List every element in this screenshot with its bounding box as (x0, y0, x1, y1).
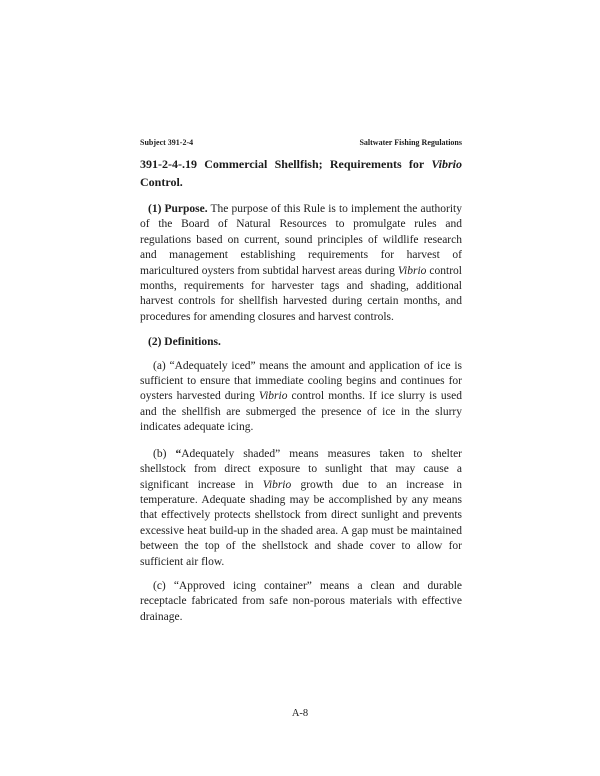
header-regulations-label: Saltwater Fishing Regulations (359, 138, 462, 147)
purpose-label: (1) Purpose. (148, 203, 208, 215)
definition-c-paragraph: (c) “Approved icing container” means a clean and durable receptacle fabricated from safe non-porous materials with effective drainage. (140, 579, 462, 623)
rule-title-line1 (140, 156, 462, 174)
purpose-vibrio-italic: Vibrio (397, 264, 427, 277)
rule-title-vibrio-italic: Vibrio (431, 157, 462, 171)
rule-title-line2: Control. (140, 174, 183, 189)
definition-a-text-pre: (a) “Adequately iced” means the amount and application of ice is sufficient to ensure that immediate cooling begins and continues for oysters harvested during (140, 359, 462, 403)
definition-a-vibrio-italic: Vibrio (258, 390, 288, 403)
definitions-heading: (2) Definitions. (148, 336, 221, 349)
rule-title (140, 156, 462, 191)
definition-b-bold-quote: “ (175, 447, 182, 460)
purpose-text-post: control months, requirements for harvester tags and shading, additional harvest controls for shellfish harvested during certain months, and procedures for amending closures and harvest controls. (140, 264, 463, 323)
definition-b-label: (b) (153, 447, 176, 460)
page-footer (0, 707, 600, 720)
definition-b-paragraph (140, 447, 462, 570)
purpose-paragraph (140, 202, 462, 325)
page-body (140, 138, 462, 625)
definition-b-vibrio-italic: Vibrio (262, 478, 292, 491)
definition-a-text-post: control months. If ice slurry is used and the shellfish are submerged the presence of ice in the slurry indicates adequate icing. (140, 390, 462, 434)
running-header (140, 138, 462, 148)
definition-a-paragraph (140, 359, 462, 436)
purpose-text-pre: The purpose of this Rule is to implement the authority of the Board of Natural Resources to promulgate rules and regulations based on current, sound principles of wildlife research and management establishing requirements for harvest of maricultured oysters from subtidal harvest areas during (140, 203, 462, 277)
header-subject-label: Subject 391-2-4 (140, 138, 194, 147)
definition-b-text-pre: Adequately shaded” means measures taken to shelter shellstock from direct exposure to sunlight that may cause a significant increase in (140, 447, 462, 491)
rule-title-text: 391-2-4-.19 Commercial Shellfish; Requirements for (140, 157, 432, 171)
page-number: A-8 (291, 708, 309, 719)
definition-b-text-post: growth due to an increase in temperature. Adequate shading may be accomplished by any means that effectively protects shellstock from direct sunlight and prevents excessive heat build-up in the shaded area. A gap must be maintained between the top of the shellstock and shade cover to allow for sufficient air flow. (140, 478, 462, 568)
